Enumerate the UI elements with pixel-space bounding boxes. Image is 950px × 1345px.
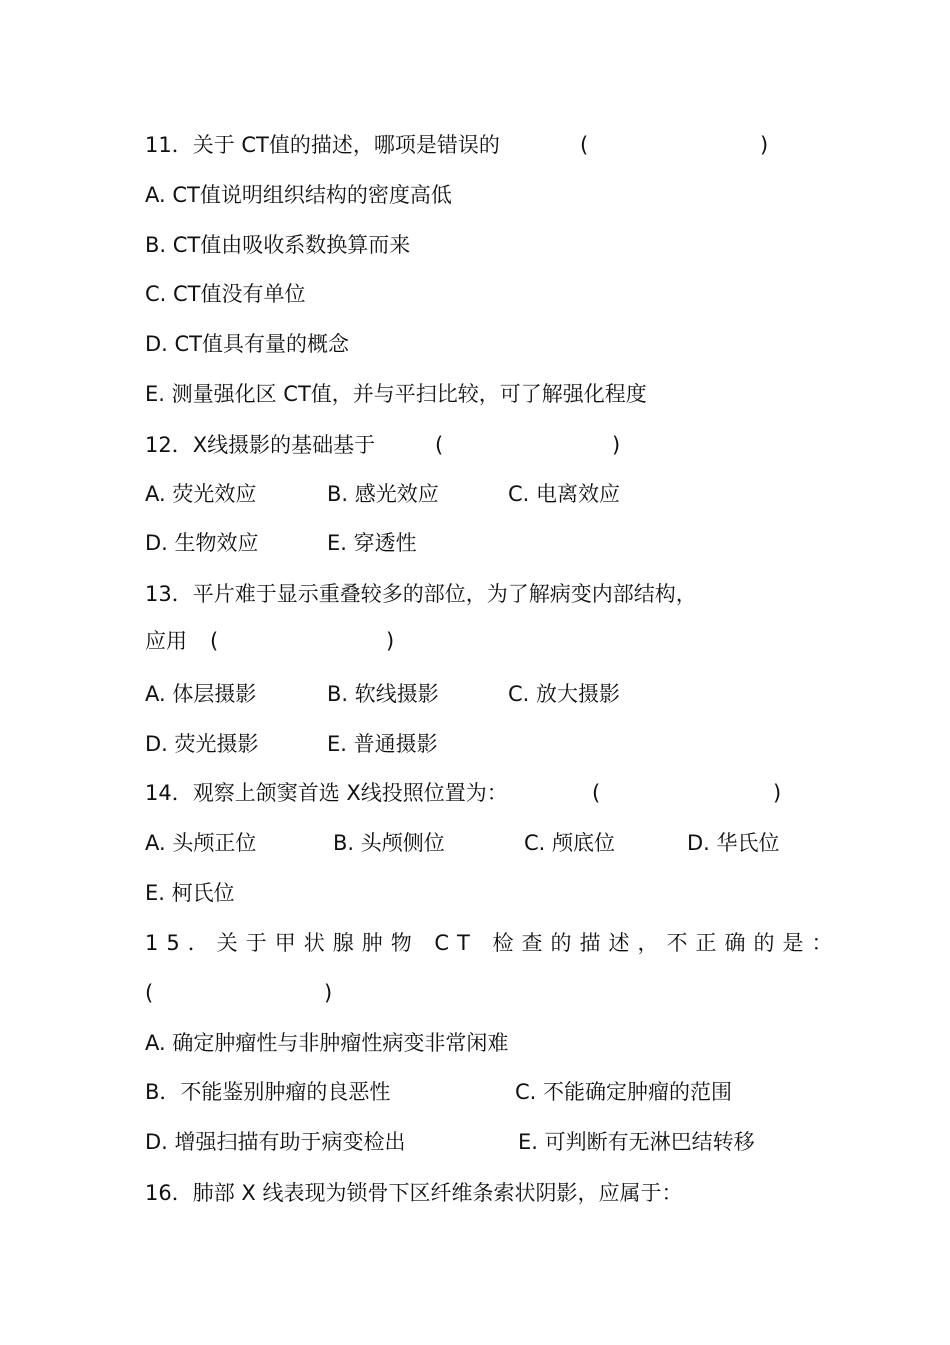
option-text: B. 感光效应 — [327, 482, 439, 506]
option-text: A. 荧光效应 — [145, 482, 257, 506]
question-13-stem-cont: 应用 — [145, 629, 187, 653]
question-13-stem: 13．平片难于显示重叠较多的部位，为了解病变内部结构， — [145, 582, 697, 606]
question-12-stem: 12．X线摄影的基础基于 — [145, 433, 376, 457]
option-text: B. CT值由吸收系数换算而来 — [145, 233, 411, 257]
question-12-paren-close: ) — [612, 433, 621, 457]
question-15-paren-close: ) — [324, 981, 333, 1005]
question-16-stem: 16．肺部 X 线表现为锁骨下区纤维条索状阴影，应属于： — [145, 1181, 683, 1205]
option-text: C. 不能确定肿瘤的范围 — [515, 1080, 733, 1104]
option-text: E. 柯氏位 — [145, 881, 235, 905]
question-14-stem: 14．观察上颌窦首选 X线投照位置为： — [145, 781, 508, 805]
option-text: D. 荧光摄影 — [145, 732, 259, 756]
question-11-paren-open: ( — [580, 133, 589, 157]
option-text: D. 增强扫描有助于病变检出 — [145, 1130, 406, 1154]
option-text: E. 穿透性 — [327, 531, 417, 555]
option-text: E. 测量强化区 CT值，并与平扫比较，可了解强化程度 — [145, 382, 647, 406]
question-14-paren-close: ) — [773, 781, 782, 805]
option-text: B. 软线摄影 — [327, 682, 439, 706]
question-14-paren-open: ( — [592, 781, 601, 805]
question-11-stem: 11．关于 CT值的描述，哪项是错误的 — [145, 133, 500, 157]
question-12-paren-open: ( — [435, 433, 444, 457]
option-text: C. CT值没有单位 — [145, 282, 306, 306]
option-text: C. 颅底位 — [524, 831, 616, 855]
option-text: A. 体层摄影 — [145, 682, 257, 706]
question-15-paren-open: ( — [145, 981, 154, 1005]
question-13-paren-close: ) — [386, 629, 395, 653]
option-text: E. 普通摄影 — [327, 732, 438, 756]
question-15-stem: 15．关于甲状腺肿物 CT 检查的描述，不正确的是： — [145, 931, 841, 955]
option-text: D. CT值具有量的概念 — [145, 332, 350, 356]
option-text: C. 电离效应 — [508, 482, 621, 506]
option-text: D. 华氏位 — [687, 831, 780, 855]
option-text: D. 生物效应 — [145, 531, 259, 555]
option-text: C. 放大摄影 — [508, 682, 621, 706]
option-text: A. 头颅正位 — [145, 831, 257, 855]
question-11-paren-close: ) — [760, 133, 769, 157]
option-text: B. 头颅侧位 — [333, 831, 445, 855]
option-text: E. 可判断有无淋巴结转移 — [518, 1130, 755, 1154]
option-text: A. CT值说明组织结构的密度高低 — [145, 183, 452, 207]
option-text: A. 确定肿瘤性与非肿瘤性病变非常闲难 — [145, 1031, 509, 1055]
question-13-paren-open: ( — [210, 629, 219, 653]
option-text: B．不能鉴别肿瘤的良恶性 — [145, 1080, 391, 1104]
